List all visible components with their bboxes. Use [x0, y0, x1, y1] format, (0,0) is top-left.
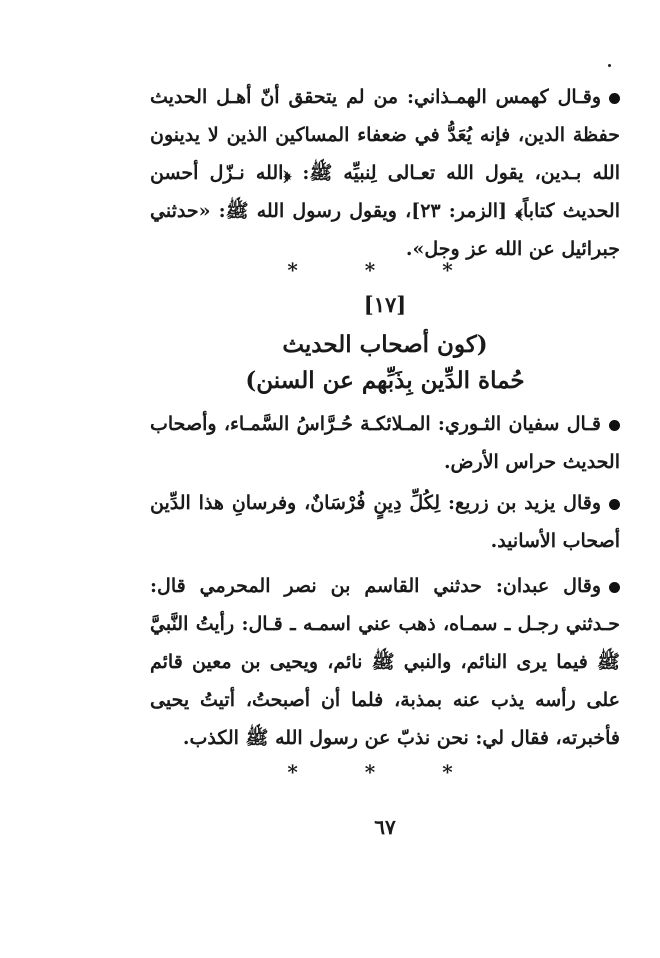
- paragraph-yazid: [150, 484, 620, 560]
- paragraph-kahmas: [150, 78, 620, 268]
- print-speck: [608, 64, 611, 67]
- chapter-title-line-2: حُماة الدِّين بِذَبِّهم عن السنن): [245, 367, 525, 394]
- paragraph-yazid-text: وقال يزيد بن زريع: لِكُلِّ دِينٍ فُرْسَانٌ، وفرسانِ هذا الدِّين أصحاب الأسانيد.: [150, 492, 620, 552]
- paragraph-abdan-text: وقال عبدان: حدثني القاسم بن نصر المحرمي قال: حـدثني رجـل ـ سمـاه، ذهب عني اسمـه ـ قـال: رأيتُ النَّبيَّ ﷺ فيما يرى النائم، والنبي ﷺ نائم، ويحيى بن معين قائم على رأسه يذب عنه بمذبة، فلما أن أصبحتُ، أتيتُ يحيى فأخبرته، فقال لي: نحن نذبّ عن رسول الله ﷺ الكذب.: [150, 575, 620, 749]
- bullet-icon: [609, 499, 620, 510]
- paragraph-sufyan-text: قـال سفيان الثـوري: المـلائكـة حُـرَّاسُ السَّمـاء، وأصحاب الحديث حراس الأرض.: [150, 413, 620, 473]
- bullet-icon: [609, 582, 620, 593]
- bullet-icon: [609, 420, 620, 431]
- section-separator-top: * * *: [287, 258, 483, 282]
- section-separator-bottom: * * *: [287, 760, 483, 784]
- bullet-icon: [609, 93, 620, 104]
- paragraph-abdan: [150, 567, 620, 757]
- chapter-title-line-1: (كون أصحاب الحديث: [282, 331, 488, 358]
- chapter-number: [١٧]: [363, 292, 407, 317]
- paragraph-kahmas-text: وقـال كهمس الهمـذاني: من لم يتحقق أنّ أهـل الحديث حفظة الدين، فإنه يُعَدُّ في ضعفاء المساكين الذين لا يدينون الله بـدين، يقول الله تعـالى لِنبيِّه ﷺ: ﴿الله نـزّل أحسن الحديث كتاباً﴾ [الزمر: ٢٣]، ويقول رسول الله ﷺ: «حدثني جبرائيل عن الله عز وجل».: [150, 86, 620, 260]
- page-number: ٦٧: [374, 815, 396, 839]
- paragraph-sufyan: [150, 405, 620, 481]
